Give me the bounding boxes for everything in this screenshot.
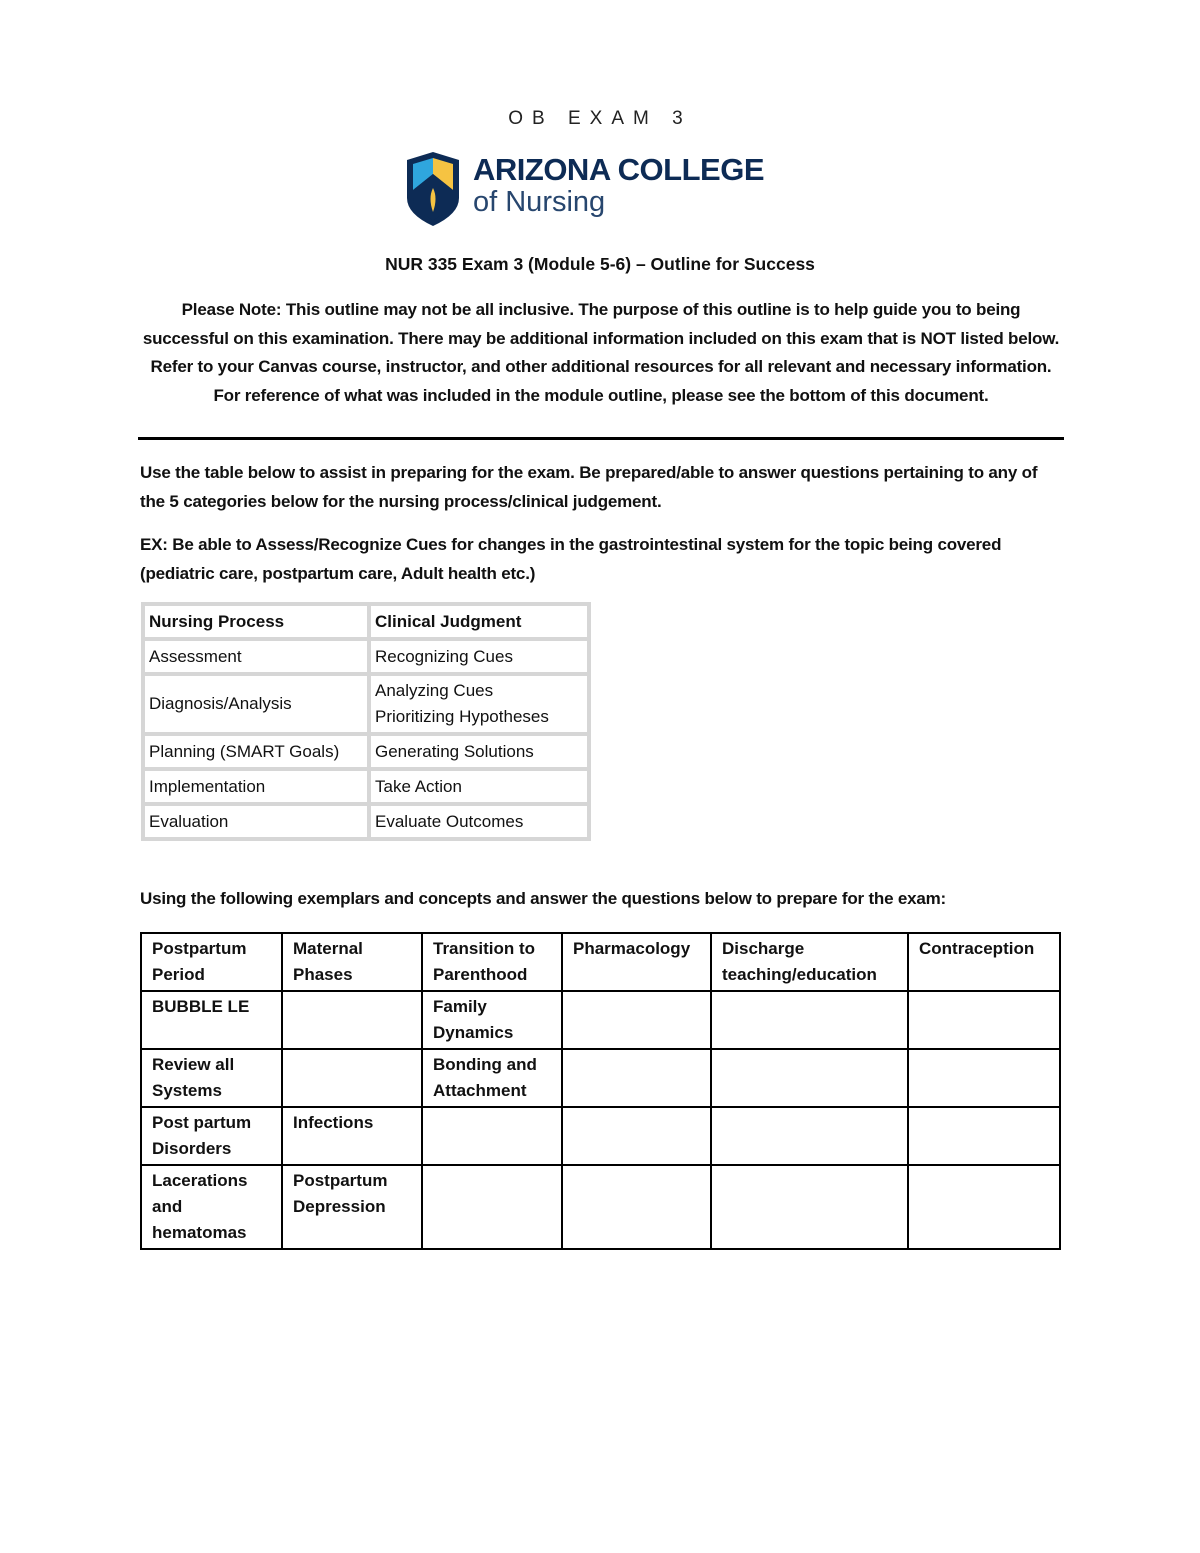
table-header: Maternal Phases — [282, 933, 422, 991]
example-paragraph: EX: Be able to Assess/Recognize Cues for changes in the gastrointestinal system for the topic being covered (pediatric care, postpartum care, Adult health etc.) — [140, 535, 1002, 583]
table-cell: Implementation — [145, 771, 367, 802]
table-cell — [422, 1107, 562, 1165]
table-header: Contraception — [908, 933, 1060, 991]
table-cell: Family Dynamics — [422, 991, 562, 1049]
table-row — [141, 1107, 1060, 1165]
table-header: Pharmacology — [562, 933, 711, 991]
table-cell: Infections — [282, 1107, 422, 1165]
table-cell: BUBBLE LE — [141, 991, 282, 1049]
table-cell: Diagnosis/Analysis — [145, 676, 367, 732]
table-cell: Postpartum Depression — [282, 1165, 422, 1249]
table-cell: Evaluation — [145, 806, 367, 837]
table-cell — [282, 1049, 422, 1107]
nursing-process-table — [141, 602, 591, 841]
table-cell: Take Action — [371, 771, 587, 802]
table-cell: Recognizing Cues — [371, 641, 587, 672]
table-cell — [711, 1049, 908, 1107]
note-paragraph: Please Note: This outline may not be all inclusive. The purpose of this outline is to help guide you to being successful on this examination. There may be additional information included on this exam that is NOT listed below. Refer to your Canvas course, instructor, and other additional resources for all relevant and necessary information. For reference of what was included in the module outline, please see the bottom of this document. — [142, 300, 1060, 405]
cell-line: Analyzing Cues — [375, 681, 494, 700]
table-header: Clinical Judgment — [371, 606, 587, 637]
table-cell: Evaluate Outcomes — [371, 806, 587, 837]
table-cell — [711, 1165, 908, 1249]
table-cell: Review all Systems — [141, 1049, 282, 1107]
subtitle: NUR 335 Exam 3 (Module 5-6) – Outline for Success — [385, 254, 815, 274]
table-cell: Lacerations and hematomas — [141, 1165, 282, 1249]
exemplars-intro: Using the following exemplars and concepts and answer the questions below to prepare for the exam: — [140, 889, 947, 908]
table-cell: Bonding and Attachment — [422, 1049, 562, 1107]
logo-line2: of Nursing — [473, 186, 606, 218]
table-cell — [908, 1049, 1060, 1107]
table-cell — [908, 1165, 1060, 1249]
table-cell — [711, 991, 908, 1049]
table-row — [145, 676, 587, 732]
table-cell: Planning (SMART Goals) — [145, 736, 367, 767]
table-row — [145, 771, 587, 802]
table-header-row — [141, 933, 1060, 991]
table-row — [141, 991, 1060, 1049]
table-row — [145, 641, 587, 672]
exemplar-table — [140, 932, 1061, 1250]
table-cell: Assessment — [145, 641, 367, 672]
table-row — [145, 736, 587, 767]
divider — [138, 437, 1064, 440]
table-header: Postpartum Period — [141, 933, 282, 991]
document-title: OB EXAM 3 — [508, 108, 692, 129]
table-cell — [282, 991, 422, 1049]
table-header-row — [145, 606, 587, 637]
table-header: Transition to Parenthood — [422, 933, 562, 991]
table-cell — [711, 1107, 908, 1165]
table-cell — [371, 676, 587, 732]
table-cell — [562, 1107, 711, 1165]
table-cell — [908, 991, 1060, 1049]
table-cell: Post partum Disorders — [141, 1107, 282, 1165]
table-row — [145, 806, 587, 837]
table-row — [141, 1165, 1060, 1249]
table-row — [141, 1049, 1060, 1107]
cell-line: Prioritizing Hypotheses — [375, 707, 549, 726]
instructions-paragraph: Use the table below to assist in preparing for the exam. Be prepared/able to answer questions pertaining to any of the 5 categories below for the nursing process/clinical judgement. — [140, 463, 1038, 511]
table-cell — [562, 991, 711, 1049]
logo-line1: ARIZONA COLLEGE — [473, 152, 765, 187]
table-header: Discharge teaching/education — [711, 933, 908, 991]
table-cell — [422, 1165, 562, 1249]
table-cell: Generating Solutions — [371, 736, 587, 767]
college-logo — [403, 150, 803, 228]
table-cell — [908, 1107, 1060, 1165]
table-header: Nursing Process — [145, 606, 367, 637]
table-cell — [562, 1165, 711, 1249]
table-cell — [562, 1049, 711, 1107]
